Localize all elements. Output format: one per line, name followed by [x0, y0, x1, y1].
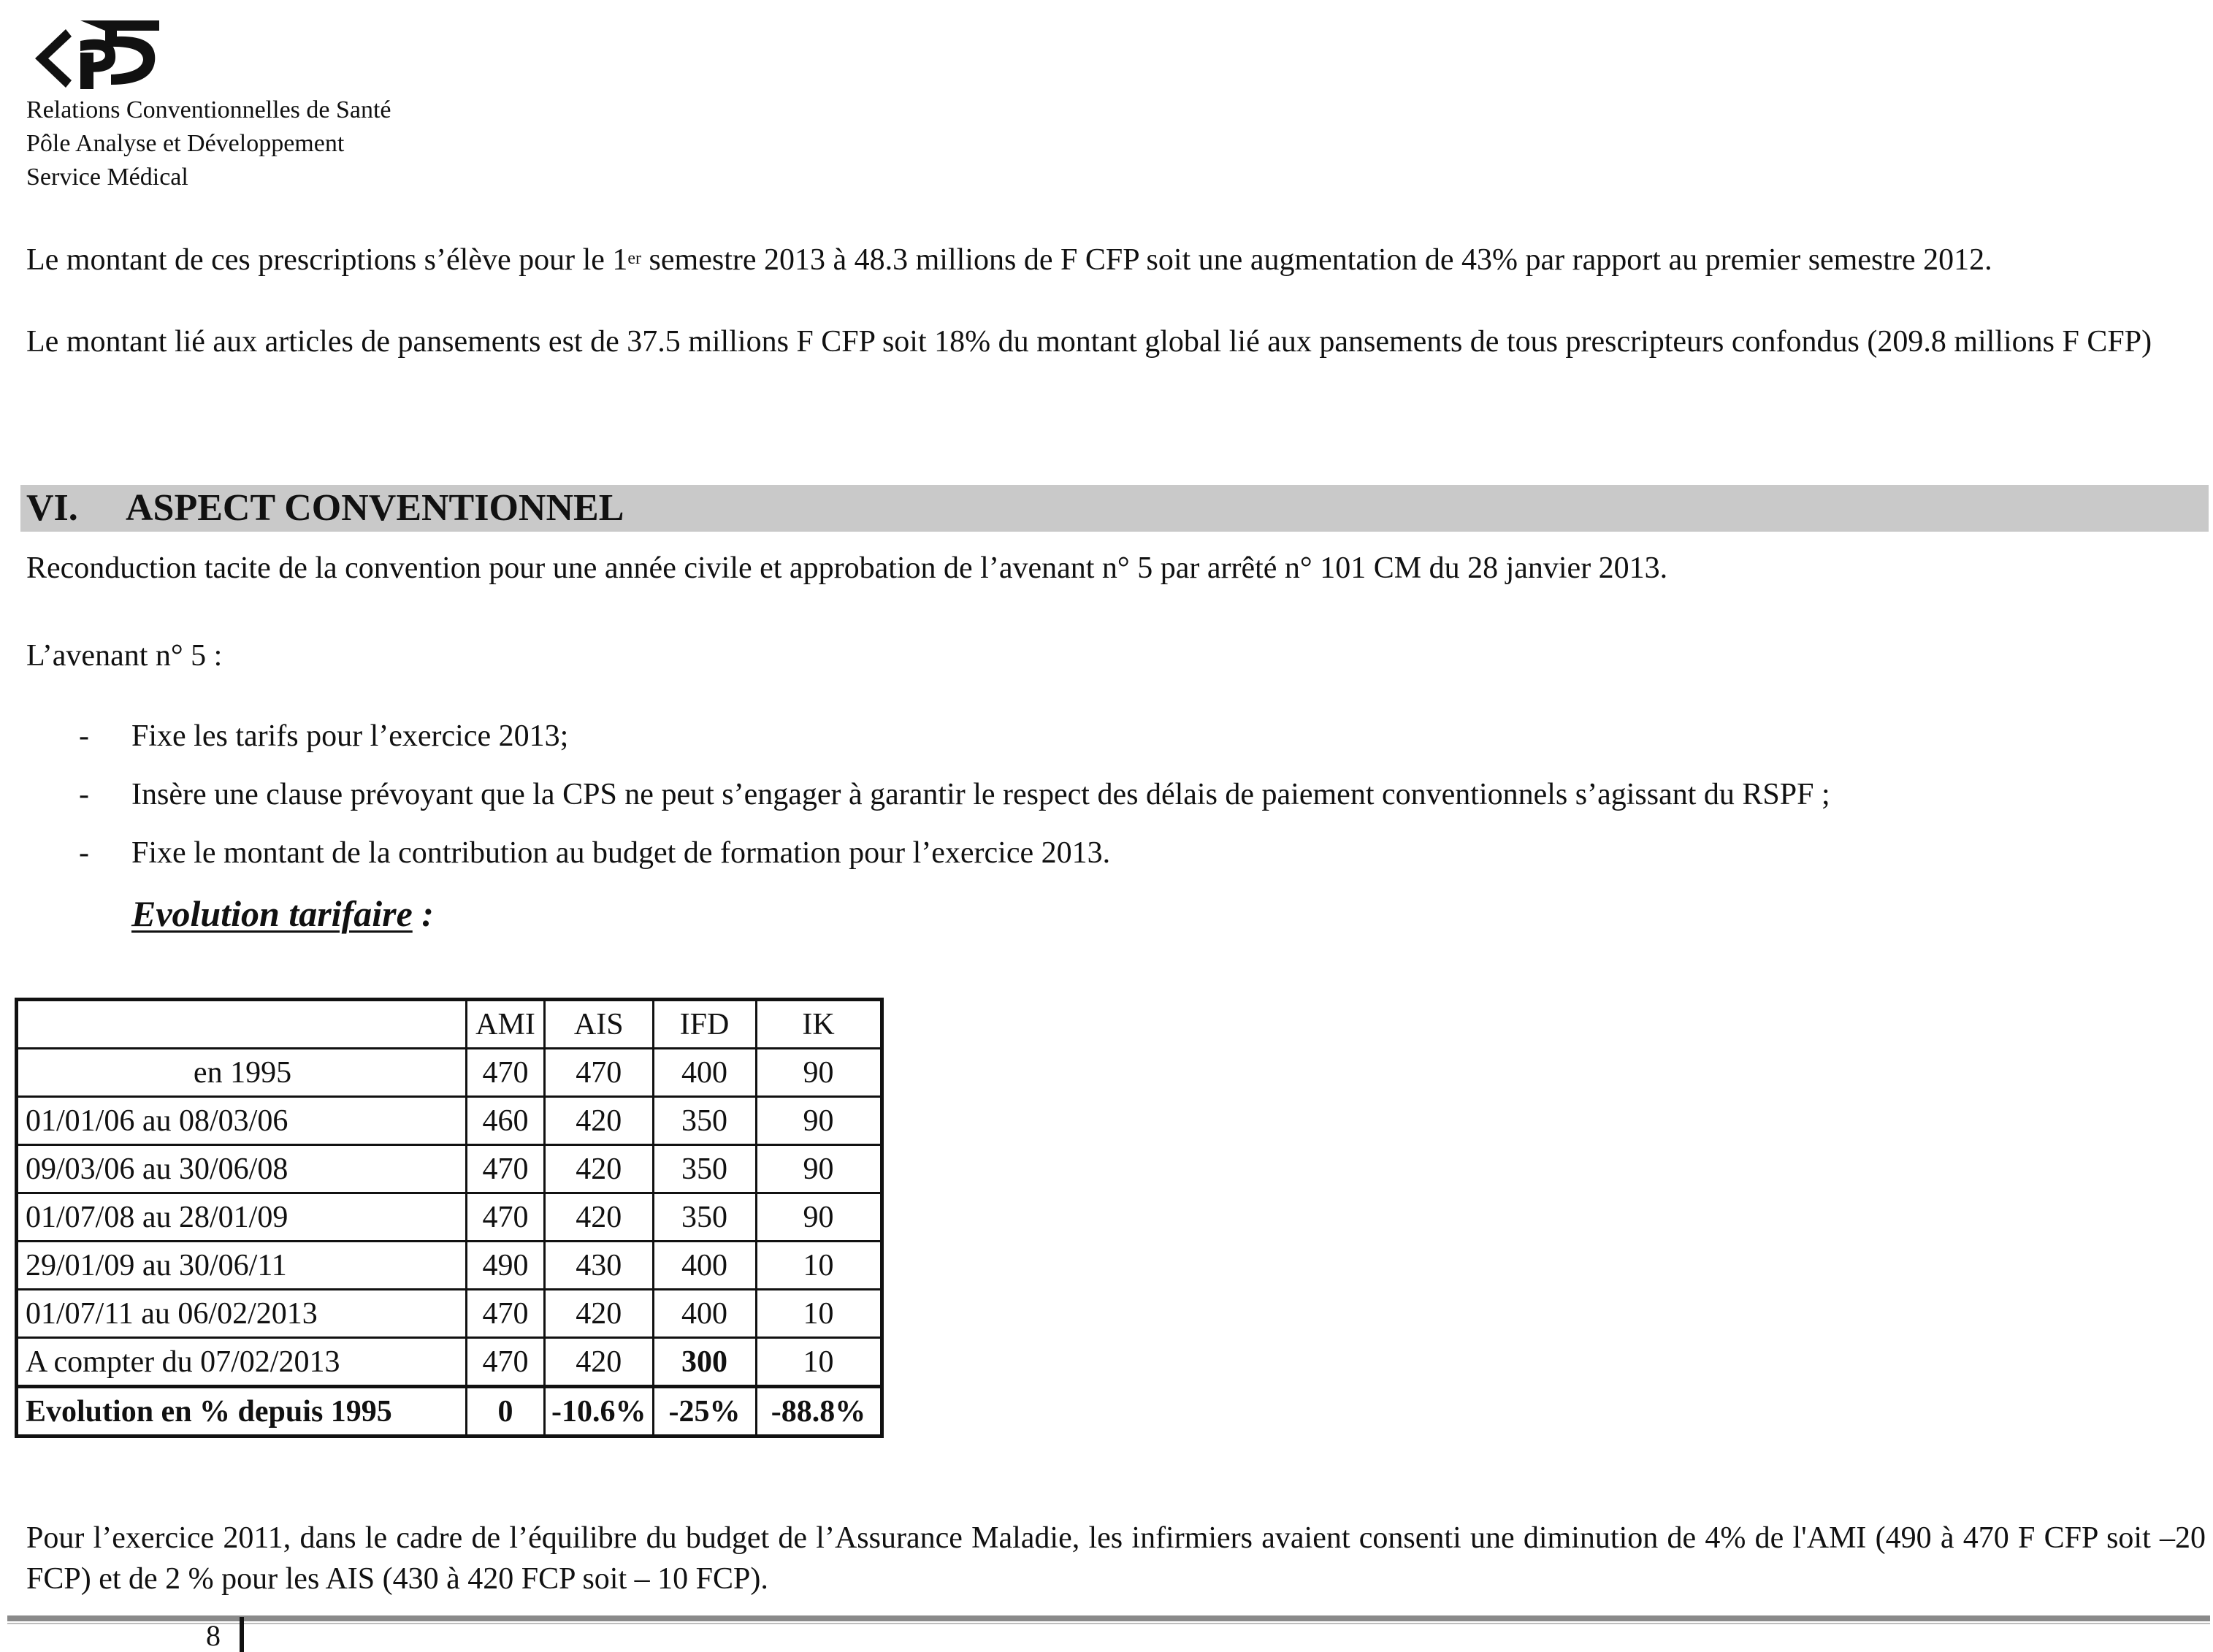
bullet-item — [0, 716, 2213, 757]
subtitle-evolution-tarifaire — [131, 891, 434, 936]
table-row — [17, 1097, 882, 1145]
bullet-item — [0, 774, 2213, 815]
table-cell: 10 — [756, 1242, 882, 1290]
table-cell: 09/03/06 au 30/06/08 — [17, 1145, 467, 1193]
table-header-cell: IK — [756, 1000, 882, 1049]
table-cell: en 1995 — [17, 1049, 467, 1097]
table-cell: 01/07/11 au 06/02/2013 — [17, 1290, 467, 1338]
table-cell: 470 — [467, 1338, 545, 1387]
table-cell: 29/01/09 au 30/06/11 — [17, 1242, 467, 1290]
table-cell: 300 — [653, 1338, 756, 1387]
table-cell: 10 — [756, 1338, 882, 1387]
table-header-cell — [17, 1000, 467, 1049]
table-header-cell: AIS — [545, 1000, 654, 1049]
table-row — [17, 1290, 882, 1338]
footer-rule-thin — [7, 1623, 2210, 1624]
cps-logo — [29, 15, 161, 95]
table-total-cell: -10.6% — [545, 1387, 654, 1437]
table-cell: 400 — [653, 1290, 756, 1338]
table-cell: 470 — [467, 1193, 545, 1242]
subtitle-suffix: : — [412, 893, 434, 934]
intro-paragraph-2: Le montant lié aux articles de pansements est de 37.5 millions F CFP soit 18% du montant global lié aux pansements de tous prescripteurs confondus (209.8 millions F CFP) — [26, 325, 2152, 359]
table-cell: 420 — [545, 1290, 654, 1338]
org-line-1: Relations Conventionnelles de Santé — [26, 96, 391, 123]
table-cell: 01/07/08 au 28/01/09 — [17, 1193, 467, 1242]
table-header-cell: AMI — [467, 1000, 545, 1049]
table-cell: 420 — [545, 1145, 654, 1193]
superscript-er: er — [627, 249, 642, 268]
section-heading — [20, 485, 2209, 532]
table-row — [17, 1338, 882, 1387]
table-cell: 420 — [545, 1193, 654, 1242]
intro-paragraph-1 — [26, 240, 2206, 280]
table-cell: 470 — [545, 1049, 654, 1097]
org-line-2: Pôle Analyse et Développement — [26, 130, 345, 157]
section-title: ASPECT CONVENTIONNEL — [126, 487, 624, 529]
avenant-intro: L’avenant n° 5 : — [26, 639, 223, 673]
closing-paragraph: Pour l’exercice 2011, dans le cadre de l’équilibre du budget de l’Assurance Maladie, les infirmiers avaient consenti une diminution de 4% de l'AMI (490 à 470 F CFP soit –20 FCP) et de 2 % pour les AIS (430 à 420 FCP soit – 10 FCP). — [26, 1521, 2206, 1596]
table-cell: 400 — [653, 1049, 756, 1097]
table-header-cell: IFD — [653, 1000, 756, 1049]
table-row — [17, 1193, 882, 1242]
table-cell: 470 — [467, 1049, 545, 1097]
table-cell: 350 — [653, 1193, 756, 1242]
table-cell: 490 — [467, 1242, 545, 1290]
table-cell: 400 — [653, 1242, 756, 1290]
bullet-text: Insère une clause prévoyant que la CPS ne peut s’engager à garantir le respect des délais de paiement conventionnels s’agissant du RSPF ; — [131, 778, 1830, 811]
table-cell: 460 — [467, 1097, 545, 1145]
intro-p1-start: Le montant de ces prescriptions s’élève pour le 1 — [26, 243, 628, 277]
table-cell: A compter du 07/02/2013 — [17, 1338, 467, 1387]
page-number: 8 — [206, 1619, 221, 1652]
table-cell: 470 — [467, 1145, 545, 1193]
table-row — [17, 1049, 882, 1097]
table-cell: 90 — [756, 1145, 882, 1193]
section-number: VI. — [26, 487, 78, 529]
table-row — [17, 1145, 882, 1193]
cps-logo-icon — [29, 15, 161, 95]
table-cell: 350 — [653, 1097, 756, 1145]
table-header-row — [17, 1000, 882, 1049]
table-total-cell: -88.8% — [756, 1387, 882, 1437]
table-cell: 430 — [545, 1242, 654, 1290]
bullet-dash: - — [79, 778, 89, 811]
table-cell: 420 — [545, 1338, 654, 1387]
table-cell: 90 — [756, 1097, 882, 1145]
reconduction-text: Reconduction tacite de la convention pour une année civile et approbation de l’avenant n° 5 par arrêté n° 101 CM du 28 janvier 2013. — [26, 551, 1668, 585]
table-cell: 90 — [756, 1049, 882, 1097]
table-total-row — [17, 1387, 882, 1437]
table-cell: 420 — [545, 1097, 654, 1145]
table-cell: 90 — [756, 1193, 882, 1242]
bullet-text: Fixe le montant de la contribution au budget de formation pour l’exercice 2013. — [131, 836, 1111, 870]
table-cell: 01/01/06 au 08/03/06 — [17, 1097, 467, 1145]
table-total-cell: Evolution en % depuis 1995 — [17, 1387, 467, 1437]
bullet-item — [0, 833, 2213, 873]
footer-rule — [7, 1615, 2210, 1621]
intro-p1-end: semestre 2013 à 48.3 millions de F CFP soit une augmentation de 43% par rapport au premier semestre 2012. — [641, 243, 1992, 277]
table-cell: 350 — [653, 1145, 756, 1193]
subtitle-text: Evolution tarifaire — [131, 893, 413, 934]
table-row — [17, 1242, 882, 1290]
table-total-cell: -25% — [653, 1387, 756, 1437]
table-cell: 10 — [756, 1290, 882, 1338]
bullet-dash: - — [79, 719, 89, 753]
table-cell: 470 — [467, 1290, 545, 1338]
tariff-table — [15, 998, 884, 1438]
table-total-cell: 0 — [467, 1387, 545, 1437]
page-number-bar — [240, 1617, 244, 1652]
org-line-3: Service Médical — [26, 164, 188, 191]
bullet-text: Fixe les tarifs pour l’exercice 2013; — [131, 719, 569, 753]
bullet-dash: - — [79, 836, 89, 870]
